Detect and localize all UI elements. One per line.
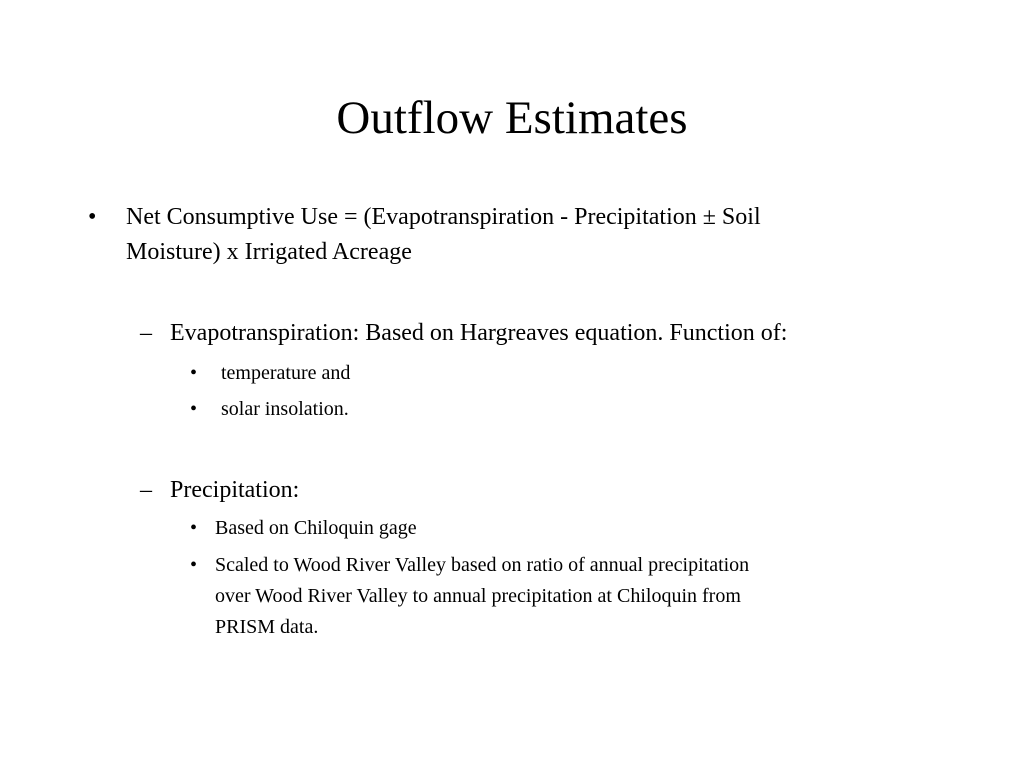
sub-bullet-temperature <box>0 358 1024 389</box>
sub-bullet-text-line-1: Scaled to Wood River Valley based on ratio of annual precipitation <box>215 554 750 576</box>
slide-title: Outflow Estimates <box>336 92 688 144</box>
dash-icon: – <box>140 477 152 503</box>
dash-text: Evapotranspiration: Based on Hargreaves equation. Function of: <box>170 320 788 346</box>
sub-bullet-text: Based on Chiloquin gage <box>215 517 417 539</box>
sub-bullet-chiloquin-gage <box>0 513 1024 544</box>
bullet-icon: • <box>190 554 198 576</box>
sub-bullet-text-line-3: PRISM data. <box>215 616 319 638</box>
bullet-text-line-1: Net Consumptive Use = (Evapotranspiration - Precipitation ± Soil <box>126 204 761 230</box>
dash-text: Precipitation: <box>170 477 300 503</box>
sub-bullet-solar-insolation <box>0 394 1024 425</box>
sub-bullet-text: temperature and <box>221 362 351 384</box>
dash-precipitation <box>0 473 1024 509</box>
bullet-net-consumptive-use <box>0 200 1024 272</box>
dash-icon: – <box>140 320 152 346</box>
bullet-text-line-2: Moisture) x Irrigated Acreage <box>126 239 412 265</box>
bullet-icon: • <box>190 362 198 384</box>
bullet-icon: • <box>190 398 198 420</box>
sub-bullet-text-line-2: over Wood River Valley to annual precipitation at Chiloquin from <box>215 585 741 607</box>
bullet-icon: • <box>88 204 97 230</box>
sub-bullet-scaled-wood-river <box>0 550 1024 645</box>
sub-bullet-text: solar insolation. <box>221 398 349 420</box>
dash-evapotranspiration <box>0 316 1024 352</box>
bullet-icon: • <box>190 517 198 539</box>
